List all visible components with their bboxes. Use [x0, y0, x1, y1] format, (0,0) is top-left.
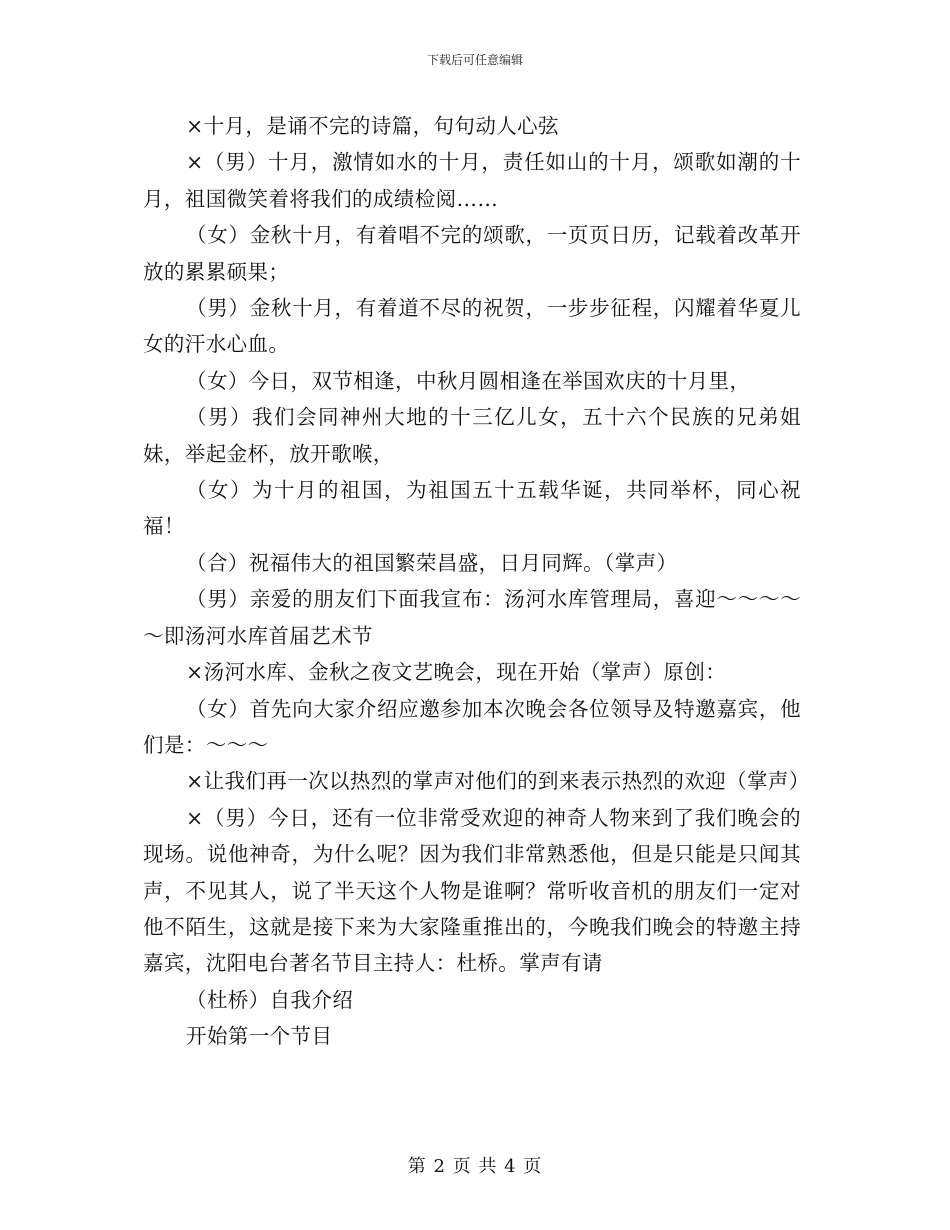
- page-header-note: 下载后可任意编辑: [426, 53, 523, 67]
- paragraph: （女）首先向大家介绍应邀参加本次晚会各位领导及特邀嘉宾，他们是：～～～: [143, 696, 801, 757]
- paragraph: （男）亲爱的朋友们下面我宣布：汤河水库管理局，喜迎～～～～～即汤河水库首届艺术节: [143, 587, 801, 648]
- paragraph: （女）金秋十月，有着唱不完的颂歌，一页页日历，记载着改革开放的累累硕果；: [143, 223, 801, 284]
- page-number-footer: 第 2 页 共 4 页: [407, 1156, 543, 1177]
- paragraph: 开始第一个节目: [186, 1024, 333, 1049]
- paragraph: （女）为十月的祖国，为祖国五十五载华诞，共同举杯，同心祝福！: [143, 478, 801, 539]
- paragraph: （男）金秋十月，有着道不尽的祝贺，一步步征程，闪耀着华夏儿女的汗水心血。: [143, 296, 801, 357]
- paragraph: （男）我们会同神州大地的十三亿儿女，五十六个民族的兄弟姐妹，举起金杯，放开歌喉，: [143, 405, 801, 466]
- document-body: [143, 108, 810, 1055]
- paragraph: ×（男）十月，激情如水的十月，责任如山的十月，颂歌如潮的十月，祖国微笑着将我们的成绩检阅……: [143, 150, 801, 211]
- paragraph: ×（男）今日，还有一位非常受欢迎的神奇人物来到了我们晚会的现场。说他神奇，为什么呢？因为我们非常熟悉他，但是只能是只闻其声，不见其人，说了半天这个人物是谁啊？常听收音机的朋友们一定对他不陌生，这就是接下来为大家隆重推出的，今晚我们晚会的特邀主持嘉宾，沈阳电台著名节目主持人：杜桥。掌声有请: [143, 805, 801, 976]
- paragraph: ×十月，是诵不完的诗篇，句句动人心弦: [186, 114, 559, 138]
- paragraph: ×汤河水库、金秋之夜文艺晚会，现在开始（掌声）原创：: [186, 660, 727, 685]
- paragraph: （杜桥）自我介绍: [186, 987, 354, 1012]
- paragraph: （合）祝福伟大的祖国繁荣昌盛，日月同辉。（掌声）: [186, 550, 678, 575]
- paragraph: ×让我们再一次以热烈的掌声对他们的到来表示热烈的欢迎（掌声）: [186, 769, 810, 794]
- paragraph: （女）今日，双节相逢，中秋月圆相逢在举国欢庆的十月里，: [186, 368, 751, 393]
